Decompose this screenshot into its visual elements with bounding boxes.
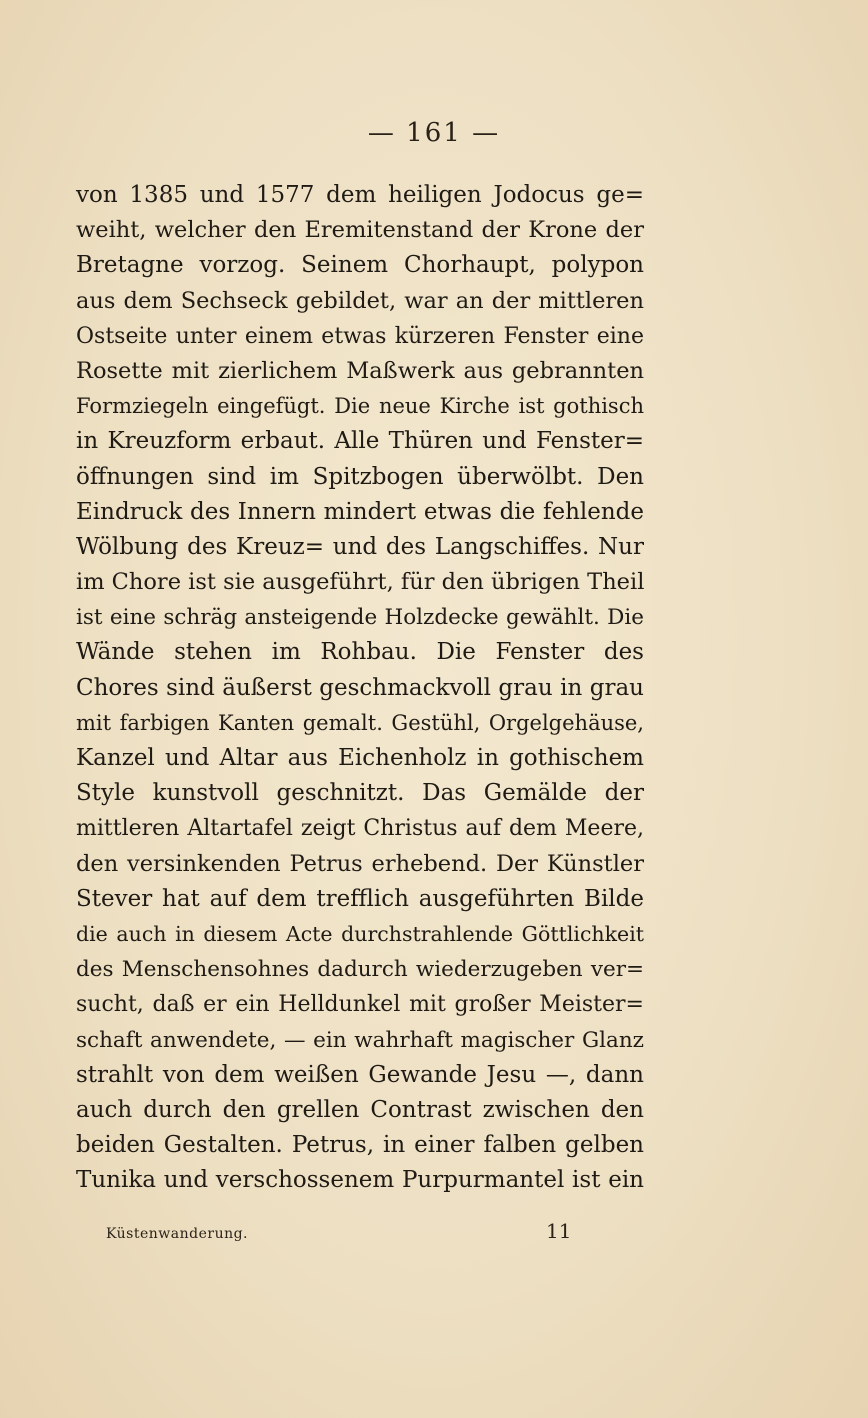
text-line: sucht, daß er ein Helldunkel mit großer Meister= <box>76 992 644 1018</box>
text-line: mittleren Altartafel zeigt Christus auf dem Meere, <box>76 816 644 842</box>
text-line: auch durch den grellen Contrast zwischen den <box>76 1096 644 1123</box>
text-line: Kanzel und Altar aus Eichenholz in gothischem <box>76 745 644 771</box>
text-line: Bretagne vorzog. Seinem Chorhaupt, polypon <box>76 252 644 279</box>
text-line: des Menschensohnes dadurch wiederzugeben ver= <box>76 957 644 983</box>
text-line: die auch in diesem Acte durchstrahlende Göttlichkeit <box>76 921 644 946</box>
page-number: — 161 — <box>367 118 501 148</box>
text-line: im Chore ist sie ausgeführt, für den übrigen Theil <box>76 569 645 596</box>
text-line: strahlt von dem weißen Gewande Jesu —, dann <box>76 1061 644 1088</box>
text-line: Tunika und verschossenem Purpurmantel ist ein <box>76 1167 644 1194</box>
text-line: Ostseite unter einem etwas kürzeren Fenster eine <box>76 323 644 349</box>
sheet-number: 11 <box>546 1219 572 1243</box>
signature-mark: Küstenwanderung. <box>106 1226 249 1242</box>
text-line: Eindruck des Innern mindert etwas die fehlende <box>76 498 644 525</box>
text-line: öffnungen sind im Spitzbogen überwölbt. Den <box>76 463 644 490</box>
text-line: Chores sind äußerst geschmackvoll grau in grau <box>76 674 644 701</box>
text-line: Wände stehen im Rohbau. Die Fenster des <box>76 639 644 666</box>
text-line: den versinkenden Petrus erhebend. Der Künstler <box>76 850 644 877</box>
text-line: schaft anwendete, — ein wahrhaft magischer Glanz <box>76 1027 644 1053</box>
text-line: Wölbung des Kreuz= und des Langschiffes. Nur <box>76 533 644 560</box>
text-line: Style kunstvoll geschnitzt. Das Gemälde der <box>76 780 644 807</box>
text-line: Rosette mit zierlichem Maßwerk aus gebrannten <box>76 357 644 384</box>
text-line: ist eine schräg ansteigende Holzdecke gewählt. Die <box>76 605 644 631</box>
body-text <box>76 178 644 1198</box>
text-line: Stever hat auf dem trefflich ausgeführten Bilde <box>76 885 644 912</box>
text-line: von 1385 und 1577 dem heiligen Jodocus ge= <box>76 182 644 208</box>
text-line: weiht, welcher den Eremitenstand der Krone der <box>76 217 644 244</box>
text-line: beiden Gestalten. Petrus, in einer falben gelben <box>76 1132 644 1159</box>
text-line: aus dem Sechseck gebildet, war an der mittleren <box>76 287 644 314</box>
text-line: mit farbigen Kanten gemalt. Gestühl, Orgelgehäuse, <box>76 710 644 735</box>
text-line: Formziegeln eingefügt. Die neue Kirche ist gothisch <box>76 394 644 419</box>
text-line: in Kreuzform erbaut. Alle Thüren und Fenster= <box>76 428 644 455</box>
